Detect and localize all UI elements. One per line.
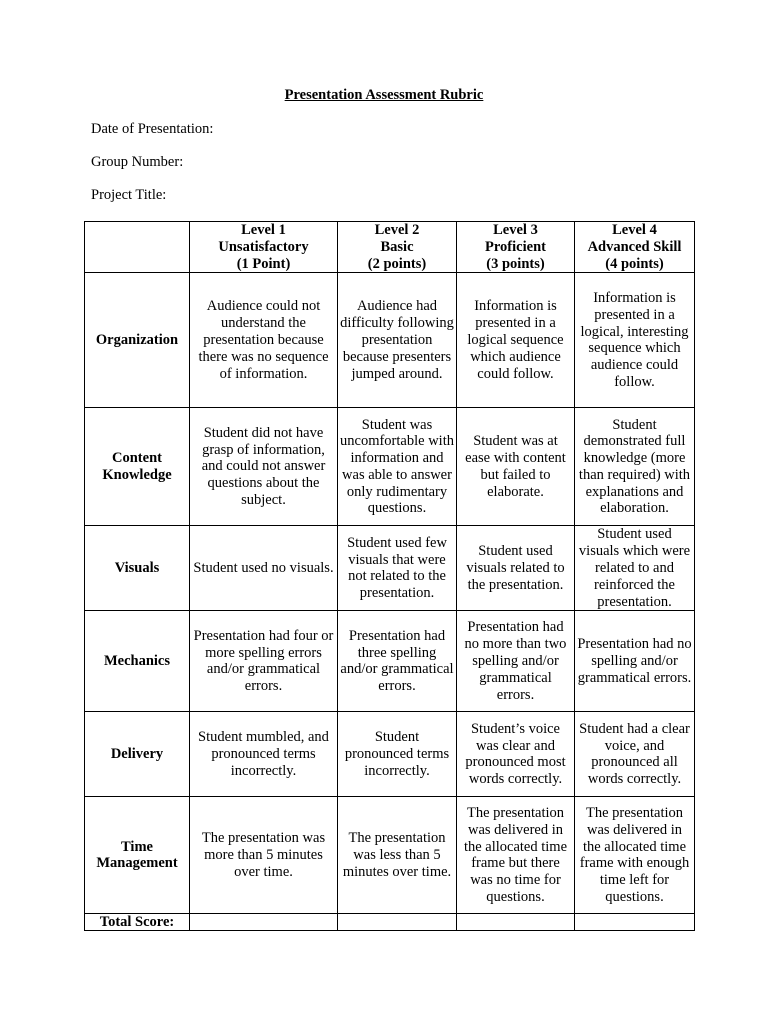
document-title: Presentation Assessment Rubric [284, 87, 484, 103]
time-management-level-2: The presentation was less than 5 minutes over time. [338, 797, 457, 914]
time-management-level-4: The presentation was delivered in the allocated time frame with enough time left for questions. [575, 797, 695, 914]
visuals-level-2: Student used few visuals that were not related to the presentation. [338, 526, 457, 611]
rubric-row-visuals [85, 526, 695, 611]
content-knowledge-level-4: Student demonstrated full knowledge (more than required) with explanations and elaboration. [575, 408, 695, 526]
organization-level-3: Information is presented in a logical sequence which audience could follow. [457, 273, 575, 408]
level-4-header [575, 222, 695, 273]
organization-level-2: Audience had difficulty following presentation because presenters jumped around. [338, 273, 457, 408]
content-knowledge-level-1: Student did not have grasp of information, and could not answer questions about the subject. [190, 408, 338, 526]
project-title-label: Project Title: [91, 187, 167, 203]
rubric-row-total-score [85, 914, 695, 931]
rubric-row-time-management [85, 797, 695, 914]
total-score-level-3 [457, 914, 575, 931]
header-corner-cell [85, 222, 190, 273]
level-3-header [457, 222, 575, 273]
date-of-presentation-label: Date of Presentation: [91, 121, 214, 137]
total-score-level-4 [575, 914, 695, 931]
visuals-level-4: Student used visuals which were related to and reinforced the presentation. [575, 526, 695, 611]
rubric-row-delivery [85, 712, 695, 797]
content-knowledge-level-3: Student was at ease with content but failed to elaborate. [457, 408, 575, 526]
criterion-content-knowledge: Content Knowledge [85, 408, 190, 526]
level-4-points: (4 points) [605, 255, 664, 272]
level-2-number: Level 2 [374, 222, 420, 238]
level-2-points: (2 points) [367, 255, 427, 272]
content-knowledge-level-2: Student was uncomfortable with information and was able to answer only rudimentary questions. [338, 408, 457, 526]
delivery-level-1: Student mumbled, and pronounced terms incorrectly. [190, 712, 338, 797]
total-score-level-1 [190, 914, 338, 931]
rubric-row-content-knowledge [85, 408, 695, 526]
level-3-name: Proficient [485, 238, 546, 255]
criterion-organization: Organization [85, 273, 190, 408]
level-1-name: Unsatisfactory [218, 238, 309, 255]
rubric-row-mechanics [85, 611, 695, 712]
mechanics-level-4: Presentation had no spelling and/or grammatical errors. [575, 611, 695, 712]
total-score-label: Total Score: [85, 914, 190, 931]
time-management-level-1: The presentation was more than 5 minutes over time. [190, 797, 338, 914]
level-1-points: (1 Point) [236, 255, 291, 272]
organization-level-4: Information is presented in a logical, interesting sequence which audience could follow. [575, 273, 695, 408]
level-2-name: Basic [380, 238, 414, 255]
mechanics-level-3: Presentation had no more than two spelling and/or grammatical errors. [457, 611, 575, 712]
level-2-header [338, 222, 457, 273]
group-number-label: Group Number: [91, 154, 184, 170]
criterion-delivery: Delivery [85, 712, 190, 797]
level-3-points: (3 points) [486, 255, 545, 272]
time-management-level-3: The presentation was delivered in the allocated time frame but there was no time for questions. [457, 797, 575, 914]
delivery-level-3: Student’s voice was clear and pronounced most words correctly. [457, 712, 575, 797]
criterion-time-management: Time Management [85, 797, 190, 914]
level-1-number: Level 1 [241, 222, 286, 238]
visuals-level-1: Student used no visuals. [190, 526, 338, 611]
rubric-table [84, 221, 695, 931]
visuals-level-3: Student used visuals related to the presentation. [457, 526, 575, 611]
mechanics-level-1: Presentation had four or more spelling errors and/or grammatical errors. [190, 611, 338, 712]
delivery-level-4: Student had a clear voice, and pronounced all words correctly. [575, 712, 695, 797]
level-1-header [190, 222, 338, 273]
level-3-number: Level 3 [493, 222, 538, 238]
rubric-row-organization [85, 273, 695, 408]
total-score-level-2 [338, 914, 457, 931]
level-4-name: Advanced Skill [587, 238, 682, 255]
criterion-visuals: Visuals [85, 526, 190, 611]
organization-level-1: Audience could not understand the presentation because there was no sequence of information. [190, 273, 338, 408]
delivery-level-2: Student pronounced terms incorrectly. [338, 712, 457, 797]
level-4-number: Level 4 [612, 222, 657, 238]
mechanics-level-2: Presentation had three spelling and/or grammatical errors. [338, 611, 457, 712]
rubric-header-row [85, 222, 695, 273]
criterion-mechanics: Mechanics [85, 611, 190, 712]
